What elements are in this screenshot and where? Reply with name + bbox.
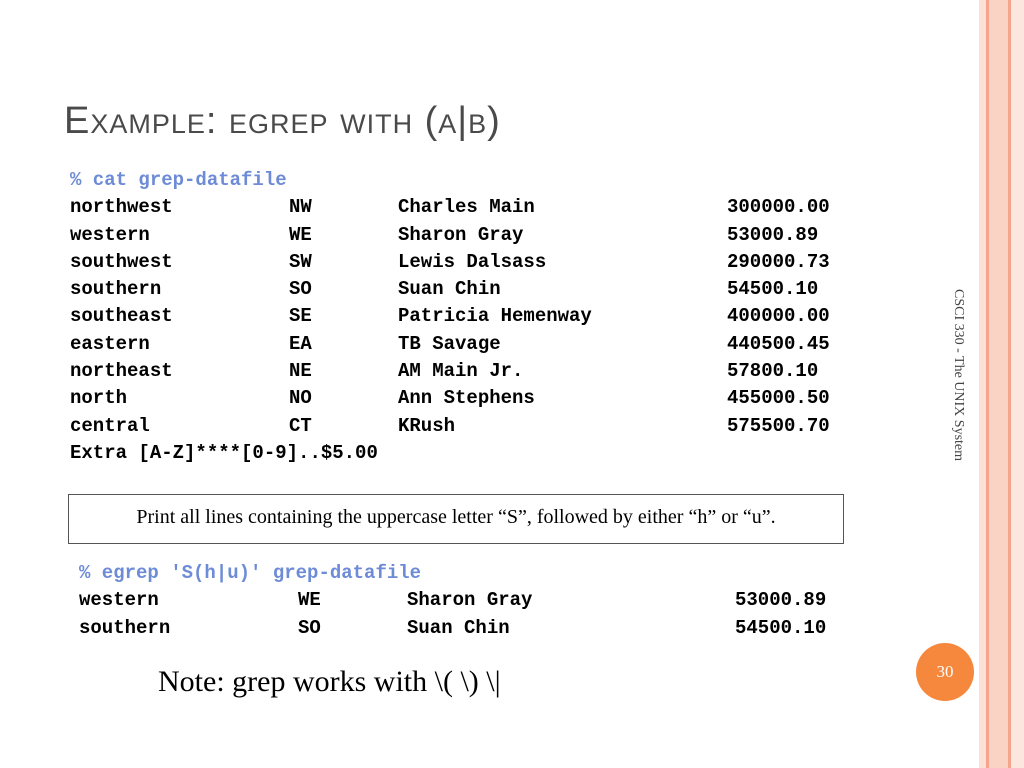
table-cell: NW bbox=[289, 196, 312, 219]
result-rows bbox=[79, 587, 827, 642]
table-cell: 400000.00 bbox=[727, 305, 830, 328]
table-cell: 54500.10 bbox=[735, 616, 827, 639]
stripe bbox=[979, 0, 986, 768]
table-cell: 455000.50 bbox=[727, 387, 830, 410]
table-cell: AM Main Jr. bbox=[398, 360, 524, 383]
table-cell: Ann Stephens bbox=[398, 387, 535, 410]
datafile-listing bbox=[70, 167, 830, 467]
description-box: Print all lines containing the uppercase letter “S”, followed by either “h” or “u”. bbox=[68, 494, 844, 544]
table-cell: 440500.45 bbox=[727, 332, 830, 355]
table-cell: WE bbox=[289, 223, 312, 246]
table-cell: 53000.89 bbox=[727, 223, 819, 246]
table-row bbox=[79, 615, 827, 642]
table-cell: Lewis Dalsass bbox=[398, 250, 547, 273]
grep-note: Note: grep works with \( \) \| bbox=[158, 665, 501, 698]
stripe bbox=[1011, 0, 1024, 768]
table-cell: 300000.00 bbox=[727, 196, 830, 219]
table-cell: southern bbox=[79, 616, 171, 639]
decorative-stripes bbox=[979, 0, 1024, 768]
table-cell: Sharon Gray bbox=[407, 589, 533, 612]
egrep-command: % egrep 'S(h|u)' grep-datafile bbox=[79, 562, 422, 584]
table-cell: 575500.70 bbox=[727, 414, 830, 437]
table-cell: EA bbox=[289, 332, 312, 355]
table-cell: Patricia Hemenway bbox=[398, 305, 592, 328]
table-cell: CT bbox=[289, 414, 312, 437]
table-cell: NO bbox=[289, 387, 312, 410]
table-row bbox=[79, 587, 827, 614]
table-row bbox=[70, 194, 830, 221]
page-number-badge: 30 bbox=[916, 643, 974, 701]
table-cell: SO bbox=[289, 278, 312, 301]
table-row bbox=[70, 249, 830, 276]
table-row bbox=[70, 358, 819, 385]
cat-command: % cat grep-datafile bbox=[70, 169, 287, 191]
table-cell: central bbox=[70, 414, 150, 437]
table-cell: KRush bbox=[398, 414, 456, 437]
table-cell: 290000.73 bbox=[727, 250, 830, 273]
table-cell: western bbox=[79, 589, 159, 612]
table-cell: WE bbox=[298, 589, 321, 612]
table-cell: northeast bbox=[70, 360, 173, 383]
table-cell: NE bbox=[289, 360, 312, 383]
stripe bbox=[989, 0, 1008, 768]
table-row bbox=[70, 413, 830, 440]
table-cell: Charles Main bbox=[398, 196, 535, 219]
table-row bbox=[70, 222, 819, 249]
table-cell: TB Savage bbox=[398, 332, 501, 355]
table-cell: eastern bbox=[70, 332, 150, 355]
table-cell: 57800.10 bbox=[727, 360, 819, 383]
table-cell: 54500.10 bbox=[727, 278, 819, 301]
table-cell: SW bbox=[289, 250, 312, 273]
table-cell: northwest bbox=[70, 196, 173, 219]
course-label: CSCI 330 - The UNIX System bbox=[951, 288, 966, 462]
table-cell: SO bbox=[298, 616, 321, 639]
table-cell: southwest bbox=[70, 250, 173, 273]
table-cell: SE bbox=[289, 305, 312, 328]
table-cell: western bbox=[70, 223, 150, 246]
egrep-output bbox=[79, 560, 827, 642]
datafile-rows bbox=[70, 194, 830, 440]
table-row bbox=[70, 303, 830, 330]
table-cell: north bbox=[70, 387, 128, 410]
table-cell: southern bbox=[70, 278, 162, 301]
table-cell: Sharon Gray bbox=[398, 223, 524, 246]
table-row bbox=[70, 385, 830, 412]
table-cell: 53000.89 bbox=[735, 589, 827, 612]
table-row bbox=[70, 331, 830, 358]
table-cell: southeast bbox=[70, 305, 173, 328]
table-cell: Suan Chin bbox=[398, 278, 501, 301]
table-row bbox=[70, 276, 819, 303]
table-cell: Suan Chin bbox=[407, 616, 510, 639]
slide-title: Example: egrep with (a|b) bbox=[64, 100, 501, 142]
extra-line: Extra [A-Z]****[0-9]..$5.00 bbox=[70, 441, 378, 464]
